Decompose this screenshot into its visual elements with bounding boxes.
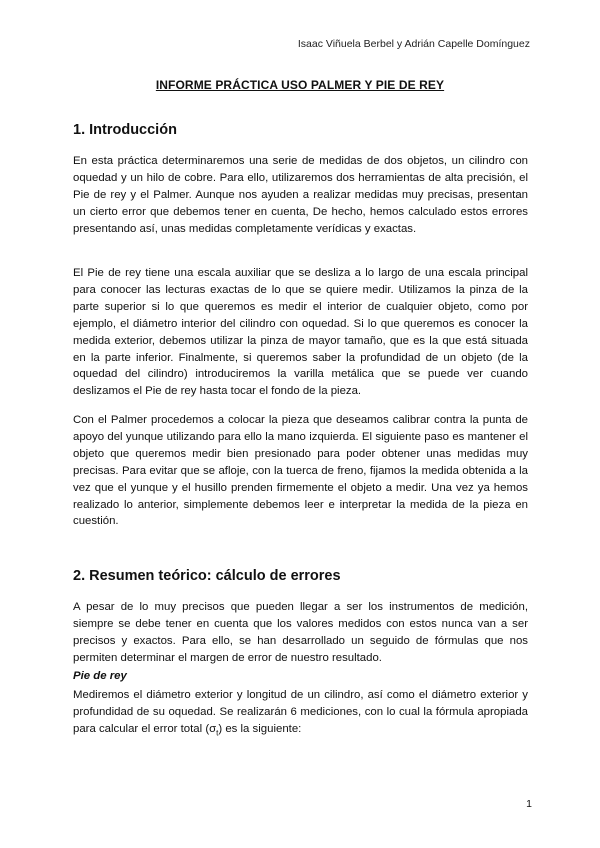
subheading-pie-de-rey: Pie de rey (73, 670, 127, 682)
document-title: INFORME PRÁCTICA USO PALMER Y PIE DE REY (155, 78, 445, 92)
pie-de-rey-text-before: Mediremos el diámetro exterior y longitud de un cilindro, así como el diámetro exterior y profundidad de su oquedad. Se realizarán 6 mediciones, con lo cual la fórmula apropiada para calcular el error total (σ (73, 689, 528, 735)
page-header-authors: Isaac Viñuela Berbel y Adrián Capelle Domínguez (297, 38, 530, 50)
intro-paragraph-3: Con el Palmer procedemos a colocar la pieza que deseamos calibrar contra la punta de apoyo del yunque utilizando para ello la mano izquierda. El siguiente paso es mantener el objeto que queremos medir bien presionado para poder obtener unas medidas muy precisas. Para evitar que se afloje, con la tuerca de freno, fijamos la medida obtenida a la vez que el yunque y el husillo prenden firmemente el objeto a medir. Una vez ya hemos realizado lo anterior, simplemente debemos leer e interpretar la medida de la pieza en cuestión. (73, 414, 528, 528)
intro-paragraph-1: En esta práctica determinaremos una serie de medidas de dos objetos, un cilindro con oquedad y un hilo de cobre. Para ello, utilizaremos dos herramientas de alta precisión, el Pie de rey y el Palmer. Aunque nos ayuden a realizar medidas muy precisas, presentan un cierto error que debemos tener en cuenta, De hecho, hemos calculado estos errores presentando así, unas medidas completamente verídicas y exactas. (73, 155, 528, 235)
pie-de-rey-text-after: ) es la siguiente: (218, 722, 302, 735)
intro-paragraph-2: El Pie de rey tiene una escala auxiliar que se desliza a lo largo de una escala principal para conocer las lecturas exactas de lo que se quiere medir. Utilizamos la pinza de la parte superior si lo que queremos es medir el interior de cualquier objeto, como por ejemplo, el diámetro interior del cilindro con oquedad. Si lo que queremos es conocer la medida exterior, debemos utilizar la pinza de mayor tamaño, que es la que está situada en la parte inferior. Finalmente, si queremos saber la profundidad de un objeto (de la oquedad del cilindro) introduciremos la varilla metálica que se puede ver cuando deslizamos el Pie de rey hasta tocar el fondo de la pieza. (73, 267, 528, 398)
sigma-subscript: t (216, 728, 219, 738)
page-number: 1 (526, 798, 532, 810)
pie-de-rey-paragraph (73, 687, 528, 742)
section-heading-resumen-teorico: 2. Resumen teórico: cálculo de errores (73, 568, 341, 584)
section-heading-introduccion: 1. Introducción (73, 122, 177, 138)
resumen-paragraph-1: A pesar de lo muy precisos que pueden llegar a ser los instrumentos de medición, siempre se debe tener en cuenta que los valores medidos con estos nunca van a ser precisos y exactos. Para ello, se han desarrollado un seguido de fórmulas que nos permiten determinar el margen de error de nuestro resultado. (73, 601, 528, 664)
